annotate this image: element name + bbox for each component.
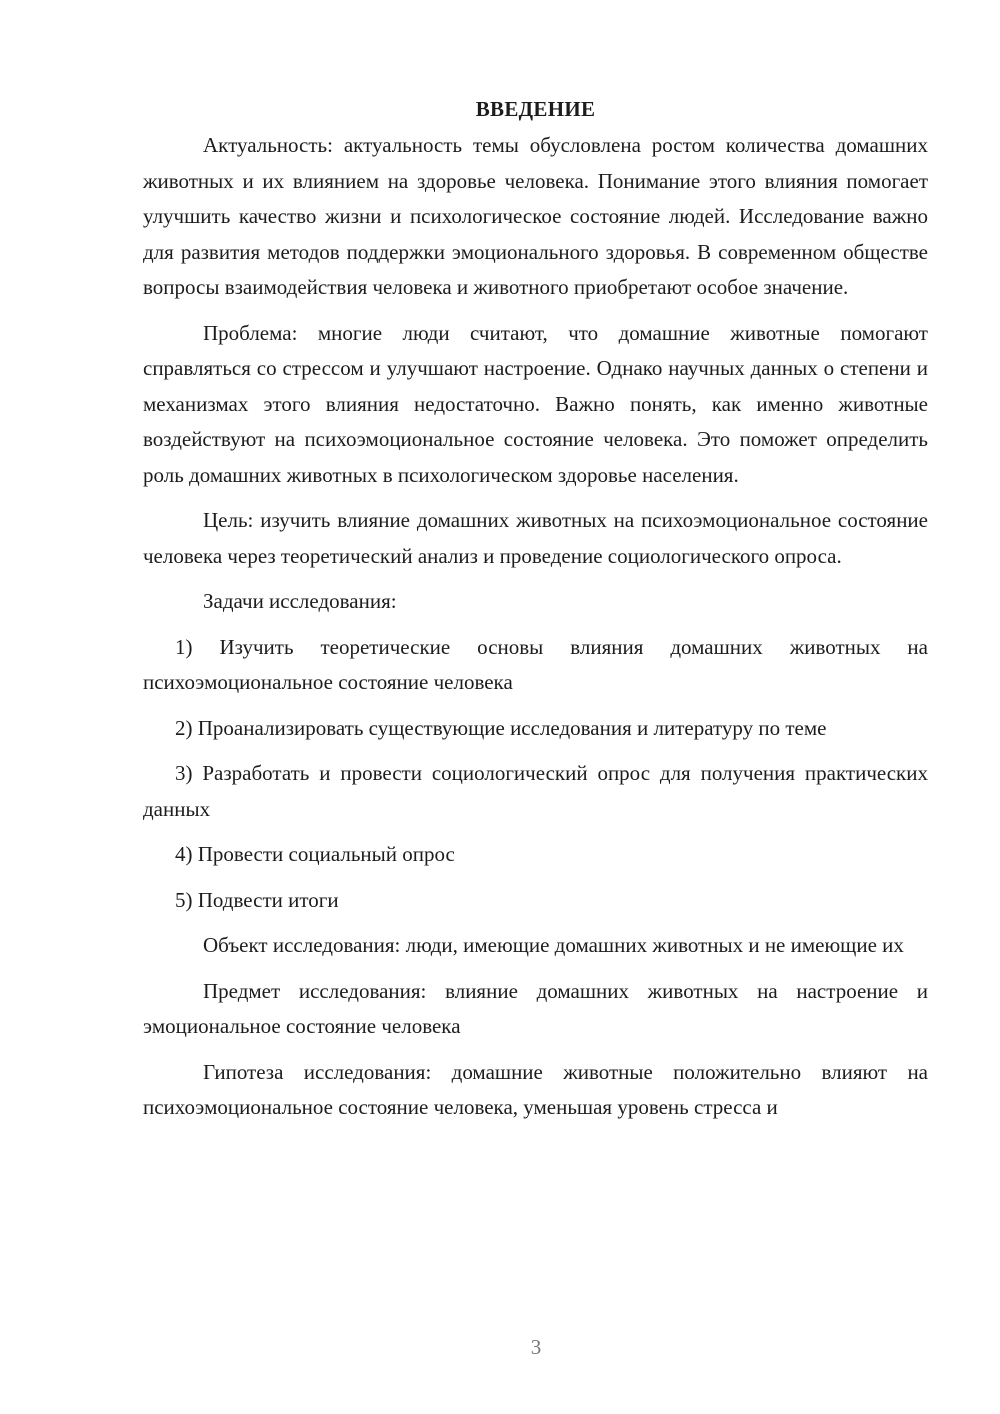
hypothesis-paragraph: Гипотеза исследования: домашние животные положительно влияют на психоэмоциональное состояние человека, уменьшая уровень стресса и xyxy=(143,1059,928,1119)
relevance-paragraph: Актуальность: актуальность темы обусловлена ростом количества домашних животных и их влиянием на здоровье человека. Понимание этого влияния помогает улучшить качество жизни и психологическое состояние людей. Исследование важно для развития методов поддержки эмоционального здоровья. В современном обществе вопросы взаимодействия человека и животного приобретают особое значение. xyxy=(143,133,928,299)
tasks-heading: Задачи исследования: xyxy=(203,589,397,613)
task-item-4: 4) Провести социальный опрос xyxy=(175,842,455,866)
object-paragraph: Объект исследования: люди, имеющие домашних животных и не имеющие их xyxy=(203,933,904,957)
task-item-3: 3) Разработать и провести социологический опрос для получения практических данных xyxy=(143,761,928,821)
task-item-5: 5) Подвести итоги xyxy=(175,887,339,912)
document-page xyxy=(143,92,928,1136)
page-number: 3 xyxy=(530,1335,542,1359)
problem-paragraph: Проблема: многие люди считают, что домашние животные помогают справляться со стрессом и улучшают настроение. Однако научных данных о степени и механизмах этого влияния недостаточно. Важно понять, как именно животные воздействуют на психоэмоциональное состояние человека. Это поможет определить роль домашних животных в психологическом здоровье населения. xyxy=(143,320,928,487)
goal-paragraph: Цель: изучить влияние домашних животных на психоэмоциональное состояние человека через теоретический анализ и проведение социологического опроса. xyxy=(143,508,928,568)
task-item-2: 2) Проанализировать существующие исследования и литературу по теме xyxy=(175,715,827,740)
task-item-1: 1) Изучить теоретические основы влияния домашних животных на психоэмоциональное состояние человека xyxy=(143,634,928,694)
subject-paragraph: Предмет исследования: влияние домашних животных на настроение и эмоциональное состояние человека xyxy=(143,978,928,1038)
page-title: ВВЕДЕНИЕ xyxy=(475,97,596,121)
